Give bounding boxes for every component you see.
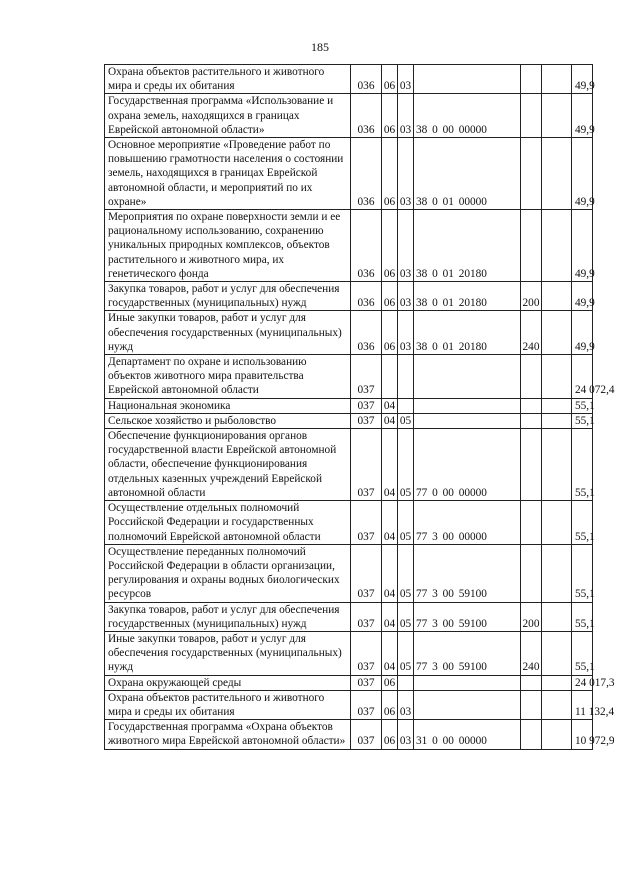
- subsection-code-cell: 03: [398, 720, 414, 749]
- amount-cell: 55,1: [572, 413, 593, 428]
- row-name-cell: Охрана объектов растительного и животного мира и среды их обитания: [105, 65, 351, 94]
- amount-cell: 55,1: [572, 398, 593, 413]
- section-code-cell: 04: [382, 429, 398, 501]
- expense-type-cell: [521, 429, 542, 501]
- empty-cell: [542, 413, 572, 428]
- section-code-cell: 04: [382, 602, 398, 631]
- section-code-cell: 06: [382, 690, 398, 719]
- expense-type-cell: [521, 690, 542, 719]
- ministry-code-cell: 037: [351, 631, 382, 675]
- row-name-cell: Охрана объектов растительного и животного мира и среды их обитания: [105, 690, 351, 719]
- section-code-cell: 06: [382, 282, 398, 311]
- section-code-cell: 04: [382, 631, 398, 675]
- table-row: [105, 720, 593, 749]
- subsection-code-cell: 03: [398, 311, 414, 355]
- expense-type-cell: [521, 398, 542, 413]
- subsection-code-cell: 03: [398, 282, 414, 311]
- table-row: [105, 602, 593, 631]
- row-name-cell: Осуществление отдельных полномочий Российской Федерации и государственных полномочий Еврейской автономной области: [105, 501, 351, 545]
- section-code-cell: 04: [382, 398, 398, 413]
- row-name-cell: Осуществление переданных полномочий Российской Федерации в области организации, регулирования и охраны водных биологических ресурсов: [105, 544, 351, 602]
- empty-cell: [542, 311, 572, 355]
- row-name-cell: Государственная программа «Охрана объектов животного мира Еврейской автономной области»: [105, 720, 351, 749]
- expense-type-cell: [521, 501, 542, 545]
- ministry-code-cell: 037: [351, 398, 382, 413]
- subsection-code-cell: [398, 675, 414, 690]
- section-code-cell: 06: [382, 720, 398, 749]
- empty-cell: [542, 138, 572, 210]
- amount-cell: 24 072,4: [572, 355, 593, 399]
- target-article-cell: 38 0 01 20180: [414, 210, 521, 282]
- target-article-cell: [414, 65, 521, 94]
- subsection-code-cell: 03: [398, 210, 414, 282]
- amount-cell: 55,1: [572, 501, 593, 545]
- section-code-cell: 06: [382, 311, 398, 355]
- section-code-cell: 06: [382, 94, 398, 138]
- ministry-code-cell: 037: [351, 544, 382, 602]
- empty-cell: [542, 690, 572, 719]
- section-code-cell: 06: [382, 65, 398, 94]
- subsection-code-cell: [398, 398, 414, 413]
- amount-cell: 49,9: [572, 282, 593, 311]
- amount-cell: 55,1: [572, 544, 593, 602]
- expense-type-cell: [521, 138, 542, 210]
- target-article-cell: 77 3 00 59100: [414, 631, 521, 675]
- table-row: [105, 94, 593, 138]
- subsection-code-cell: 03: [398, 65, 414, 94]
- target-article-cell: [414, 398, 521, 413]
- target-article-cell: 77 3 00 59100: [414, 602, 521, 631]
- row-name-cell: Иные закупки товаров, работ и услуг для обеспечения государственных (муниципальных) нужд: [105, 631, 351, 675]
- expense-type-cell: 240: [521, 311, 542, 355]
- expense-type-cell: [521, 544, 542, 602]
- row-name-cell: Закупка товаров, работ и услуг для обеспечения государственных (муниципальных) нужд: [105, 602, 351, 631]
- amount-cell: 55,1: [572, 631, 593, 675]
- table-row: [105, 413, 593, 428]
- amount-cell: 10 972,9: [572, 720, 593, 749]
- empty-cell: [542, 631, 572, 675]
- target-article-cell: 77 3 00 00000: [414, 501, 521, 545]
- amount-cell: 55,1: [572, 429, 593, 501]
- ministry-code-cell: 037: [351, 720, 382, 749]
- table-row: [105, 544, 593, 602]
- ministry-code-cell: 036: [351, 311, 382, 355]
- empty-cell: [542, 94, 572, 138]
- row-name-cell: Иные закупки товаров, работ и услуг для обеспечения государственных (муниципальных) нужд: [105, 311, 351, 355]
- table-row: [105, 138, 593, 210]
- ministry-code-cell: 037: [351, 602, 382, 631]
- row-name-cell: Основное мероприятие «Проведение работ по повышению грамотности населения о состоянии земель, находящихся в границах Еврейской автономной области, и мероприятий по их охране»: [105, 138, 351, 210]
- subsection-code-cell: [398, 355, 414, 399]
- empty-cell: [542, 544, 572, 602]
- subsection-code-cell: 05: [398, 429, 414, 501]
- ministry-code-cell: 036: [351, 282, 382, 311]
- subsection-code-cell: 05: [398, 631, 414, 675]
- table-row: [105, 65, 593, 94]
- expense-type-cell: [521, 720, 542, 749]
- row-name-cell: Департамент по охране и использованию объектов животного мира правительства Еврейской автономной области: [105, 355, 351, 399]
- section-code-cell: 06: [382, 210, 398, 282]
- row-name-cell: Охрана окружающей среды: [105, 675, 351, 690]
- expense-type-cell: [521, 355, 542, 399]
- ministry-code-cell: 037: [351, 690, 382, 719]
- expense-type-cell: [521, 210, 542, 282]
- empty-cell: [542, 398, 572, 413]
- expense-type-cell: [521, 675, 542, 690]
- row-name-cell: Государственная программа «Использование и охрана земель, находящихся в границах Еврейской автономной области»: [105, 94, 351, 138]
- amount-cell: 49,9: [572, 65, 593, 94]
- amount-cell: 49,9: [572, 311, 593, 355]
- expense-type-cell: [521, 413, 542, 428]
- amount-cell: 55,1: [572, 602, 593, 631]
- amount-cell: 24 017,3: [572, 675, 593, 690]
- row-name-cell: Закупка товаров, работ и услуг для обеспечения государственных (муниципальных) нужд: [105, 282, 351, 311]
- target-article-cell: 38 0 01 20180: [414, 282, 521, 311]
- subsection-code-cell: 03: [398, 94, 414, 138]
- table-row: [105, 675, 593, 690]
- ministry-code-cell: 036: [351, 210, 382, 282]
- expense-type-cell: 240: [521, 631, 542, 675]
- empty-cell: [542, 429, 572, 501]
- target-article-cell: 38 0 00 00000: [414, 94, 521, 138]
- row-name-cell: Обеспечение функционирования органов государственной власти Еврейской автономной области, обеспечение функционирования отдельных казенных учреждений Еврейской автономной области: [105, 429, 351, 501]
- ministry-code-cell: 036: [351, 138, 382, 210]
- table-row: [105, 311, 593, 355]
- row-name-cell: Сельское хозяйство и рыболовство: [105, 413, 351, 428]
- ministry-code-cell: 037: [351, 675, 382, 690]
- empty-cell: [542, 501, 572, 545]
- section-code-cell: 04: [382, 501, 398, 545]
- empty-cell: [542, 282, 572, 311]
- empty-cell: [542, 675, 572, 690]
- section-code-cell: 06: [382, 675, 398, 690]
- expense-type-cell: 200: [521, 282, 542, 311]
- section-code-cell: 04: [382, 413, 398, 428]
- table-row: [105, 210, 593, 282]
- target-article-cell: [414, 675, 521, 690]
- row-name-cell: Национальная экономика: [105, 398, 351, 413]
- amount-cell: 49,9: [572, 138, 593, 210]
- row-name-cell: Мероприятия по охране поверхности земли и ее рациональному использованию, сохранению уникальных природных комплексов, объектов растительного и животного мира, их генетического фонда: [105, 210, 351, 282]
- ministry-code-cell: 037: [351, 413, 382, 428]
- ministry-code-cell: 037: [351, 501, 382, 545]
- table-row: [105, 398, 593, 413]
- amount-cell: 11 132,4: [572, 690, 593, 719]
- subsection-code-cell: 05: [398, 544, 414, 602]
- expense-type-cell: 200: [521, 602, 542, 631]
- ministry-code-cell: 037: [351, 429, 382, 501]
- table-row: [105, 631, 593, 675]
- empty-cell: [542, 720, 572, 749]
- table-body: [105, 65, 615, 750]
- subsection-code-cell: 03: [398, 690, 414, 719]
- target-article-cell: 38 0 01 00000: [414, 138, 521, 210]
- ministry-code-cell: 036: [351, 94, 382, 138]
- target-article-cell: 77 0 00 00000: [414, 429, 521, 501]
- target-article-cell: 31 0 00 00000: [414, 720, 521, 749]
- subsection-code-cell: 03: [398, 138, 414, 210]
- target-article-cell: 77 3 00 59100: [414, 544, 521, 602]
- table-row: [105, 501, 593, 545]
- amount-cell: 49,9: [572, 94, 593, 138]
- section-code-cell: 06: [382, 138, 398, 210]
- budget-table: [104, 64, 615, 750]
- empty-cell: [542, 210, 572, 282]
- empty-cell: [542, 355, 572, 399]
- subsection-code-cell: 05: [398, 602, 414, 631]
- empty-cell: [542, 65, 572, 94]
- expense-type-cell: [521, 94, 542, 138]
- section-code-cell: 04: [382, 544, 398, 602]
- table-row: [105, 429, 593, 501]
- target-article-cell: [414, 690, 521, 719]
- table-row: [105, 355, 593, 399]
- subsection-code-cell: 05: [398, 501, 414, 545]
- target-article-cell: [414, 355, 521, 399]
- table-row: [105, 282, 593, 311]
- expense-type-cell: [521, 65, 542, 94]
- subsection-code-cell: 05: [398, 413, 414, 428]
- table-row: [105, 690, 593, 719]
- empty-cell: [542, 602, 572, 631]
- target-article-cell: [414, 413, 521, 428]
- section-code-cell: [382, 355, 398, 399]
- page-number: 185: [311, 40, 329, 54]
- ministry-code-cell: 036: [351, 65, 382, 94]
- amount-cell: 49,9: [572, 210, 593, 282]
- target-article-cell: 38 0 01 20180: [414, 311, 521, 355]
- ministry-code-cell: 037: [351, 355, 382, 399]
